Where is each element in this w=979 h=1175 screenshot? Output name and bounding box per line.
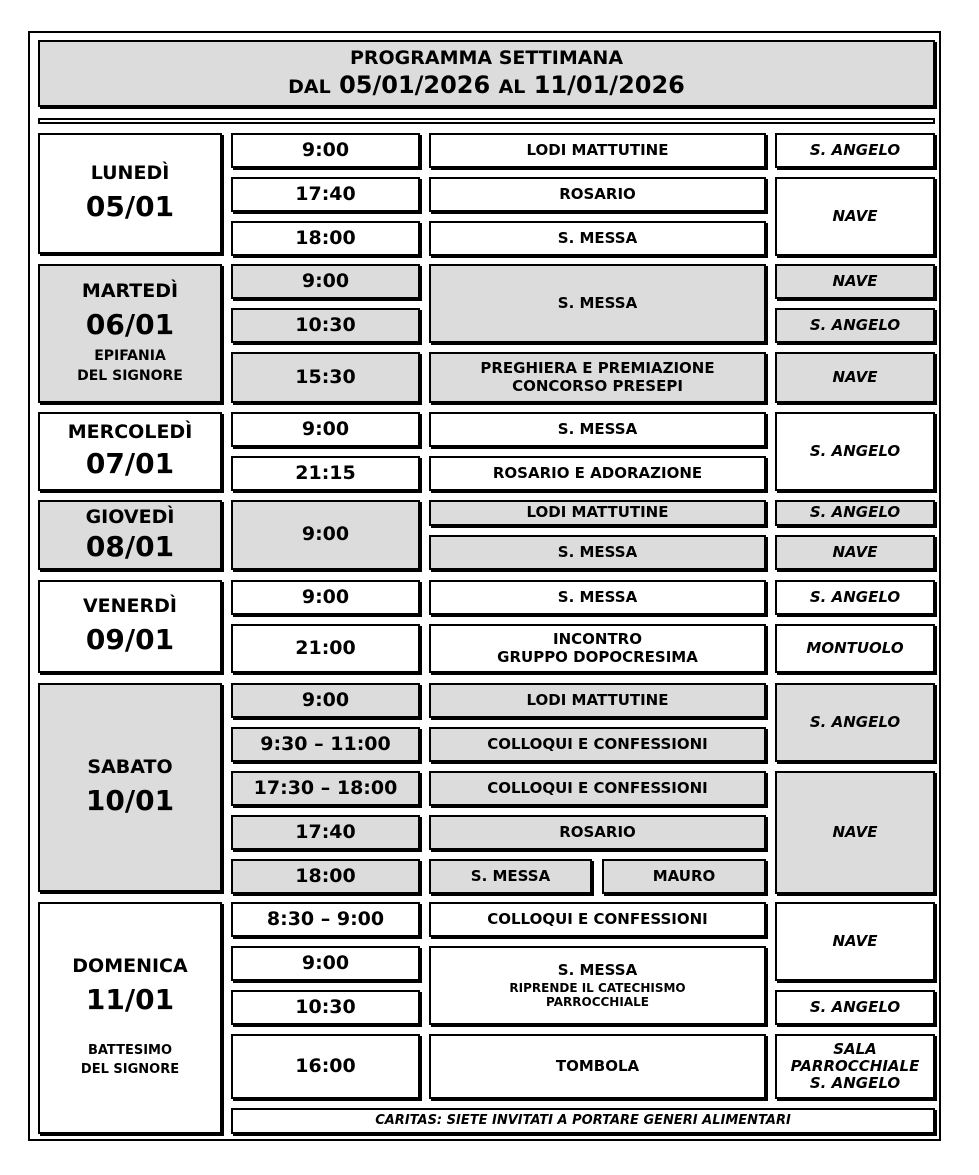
location-cell: NAVE — [775, 352, 935, 403]
location-cell: S. ANGELO — [775, 580, 935, 615]
time-cell: 9:00 — [231, 412, 420, 447]
event-cell: ROSARIO — [429, 815, 766, 850]
day-name: LUNEDÌ — [90, 162, 170, 185]
time-cell: 9:00 — [231, 580, 420, 615]
title-line-1: PROGRAMMA SETTIMANA — [349, 46, 624, 69]
date-from: 05/01/2026 — [339, 70, 491, 99]
location-cell: S. ANGELO — [775, 412, 935, 491]
event-cell: S. MESSA — [429, 221, 766, 256]
event-cell: LODI MATTUTINE — [429, 500, 766, 526]
event-cell — [429, 624, 766, 673]
caritas-notice: CARITAS: SIETE INVITATI A PORTARE GENERI ALIMENTARI — [231, 1108, 935, 1134]
time-cell: 21:00 — [231, 624, 420, 673]
day-note-line: EPIFANIA — [94, 347, 166, 364]
day-date: 05/01 — [85, 190, 175, 224]
event-cell: LODI MATTUTINE — [429, 683, 766, 718]
day-tuesday — [38, 264, 222, 403]
event-cell: S. MESSA — [429, 535, 766, 570]
event-cell: ROSARIO E ADORAZIONE — [429, 456, 766, 491]
time-cell: 9:00 — [231, 946, 420, 981]
day-note — [77, 347, 183, 386]
event-cell: S. MESSA — [429, 264, 766, 343]
day-saturday — [38, 683, 222, 892]
day-name: MARTEDÌ — [81, 279, 179, 302]
location-cell: NAVE — [775, 177, 935, 256]
dal-label: DAL — [288, 75, 331, 98]
location-line: SALA — [833, 1039, 877, 1058]
event-cell: S. MESSA — [429, 580, 766, 615]
time-cell: 17:40 — [231, 815, 420, 850]
day-date: 10/01 — [85, 784, 175, 818]
event-line: CONCORSO PRESEPI — [512, 376, 683, 395]
time-cell: 9:30 – 11:00 — [231, 727, 420, 762]
location-cell: MONTUOLO — [775, 624, 935, 673]
event-line: PARROCCHIALE — [546, 994, 649, 1009]
event-cell — [429, 946, 766, 1025]
time-cell: 18:00 — [231, 859, 420, 894]
time-cell: 9:00 — [231, 500, 420, 570]
event-line: GRUPPO DOPOCRESIMA — [497, 647, 698, 666]
location-cell: NAVE — [775, 264, 935, 299]
day-sunday — [38, 902, 222, 1134]
time-cell: 9:00 — [231, 264, 420, 299]
location-cell: NAVE — [775, 771, 935, 894]
title-line-2 — [288, 72, 685, 100]
day-date: 07/01 — [85, 447, 175, 481]
location-line: PARROCCHIALE — [790, 1056, 920, 1075]
time-cell: 17:30 – 18:00 — [231, 771, 420, 806]
day-thursday — [38, 500, 222, 570]
event-cell: ROSARIO — [429, 177, 766, 212]
event-cell: COLLOQUI E CONFESSIONI — [429, 727, 766, 762]
day-wednesday — [38, 412, 222, 491]
location-cell: NAVE — [775, 902, 935, 981]
location-line: S. ANGELO — [809, 1074, 901, 1093]
date-to: 11/01/2026 — [533, 70, 685, 99]
location-cell: S. ANGELO — [775, 308, 935, 343]
event-line: PREGHIERA E PREMIAZIONE — [480, 359, 715, 378]
al-label: AL — [498, 75, 526, 98]
event-cell — [429, 352, 766, 403]
location-cell: S. ANGELO — [775, 990, 935, 1025]
page-title — [38, 40, 935, 107]
time-cell: 21:15 — [231, 456, 420, 491]
day-note — [81, 1042, 179, 1080]
event-cell: COLLOQUI E CONFESSIONI — [429, 902, 766, 937]
time-cell: 17:40 — [231, 177, 420, 212]
day-date: 06/01 — [85, 307, 175, 341]
time-cell: 10:30 — [231, 990, 420, 1025]
event-cell: COLLOQUI E CONFESSIONI — [429, 771, 766, 806]
time-cell: 8:30 – 9:00 — [231, 902, 420, 937]
event-cell: S. MESSA — [429, 412, 766, 447]
day-name: GIOVEDÌ — [85, 505, 175, 528]
time-cell: 15:30 — [231, 352, 420, 403]
day-date: 08/01 — [85, 529, 175, 563]
day-date: 11/01 — [85, 982, 175, 1016]
time-cell: 9:00 — [231, 133, 420, 168]
day-monday — [38, 133, 222, 254]
day-friday — [38, 580, 222, 673]
location-cell: S. ANGELO — [775, 500, 935, 526]
location-cell: NAVE — [775, 535, 935, 570]
title-separator — [38, 118, 935, 124]
day-date: 09/01 — [85, 623, 175, 657]
time-cell: 16:00 — [231, 1034, 420, 1099]
event-cell: S. MESSA — [429, 859, 592, 894]
event-line: INCONTRO — [553, 630, 642, 649]
celebrant-cell: MAURO — [602, 859, 766, 894]
day-name: VENERDÌ — [82, 595, 178, 618]
event-cell: TOMBOLA — [429, 1034, 766, 1099]
day-name: MERCOLEDÌ — [67, 421, 193, 444]
location-cell — [775, 1034, 935, 1099]
event-cell: LODI MATTUTINE — [429, 133, 766, 168]
time-cell: 18:00 — [231, 221, 420, 256]
event-line: S. MESSA — [557, 960, 638, 979]
location-cell: S. ANGELO — [775, 133, 935, 168]
day-name: DOMENICA — [72, 955, 188, 978]
day-note-line: DEL SIGNORE — [77, 367, 183, 384]
time-cell: 10:30 — [231, 308, 420, 343]
time-cell: 9:00 — [231, 683, 420, 718]
event-line: RIPRENDE IL CATECHISMO — [509, 980, 686, 995]
location-cell: S. ANGELO — [775, 683, 935, 762]
day-note-line: BATTESIMO — [87, 1043, 173, 1059]
day-name: SABATO — [87, 756, 173, 779]
day-note-line: DEL SIGNORE — [80, 1062, 180, 1078]
